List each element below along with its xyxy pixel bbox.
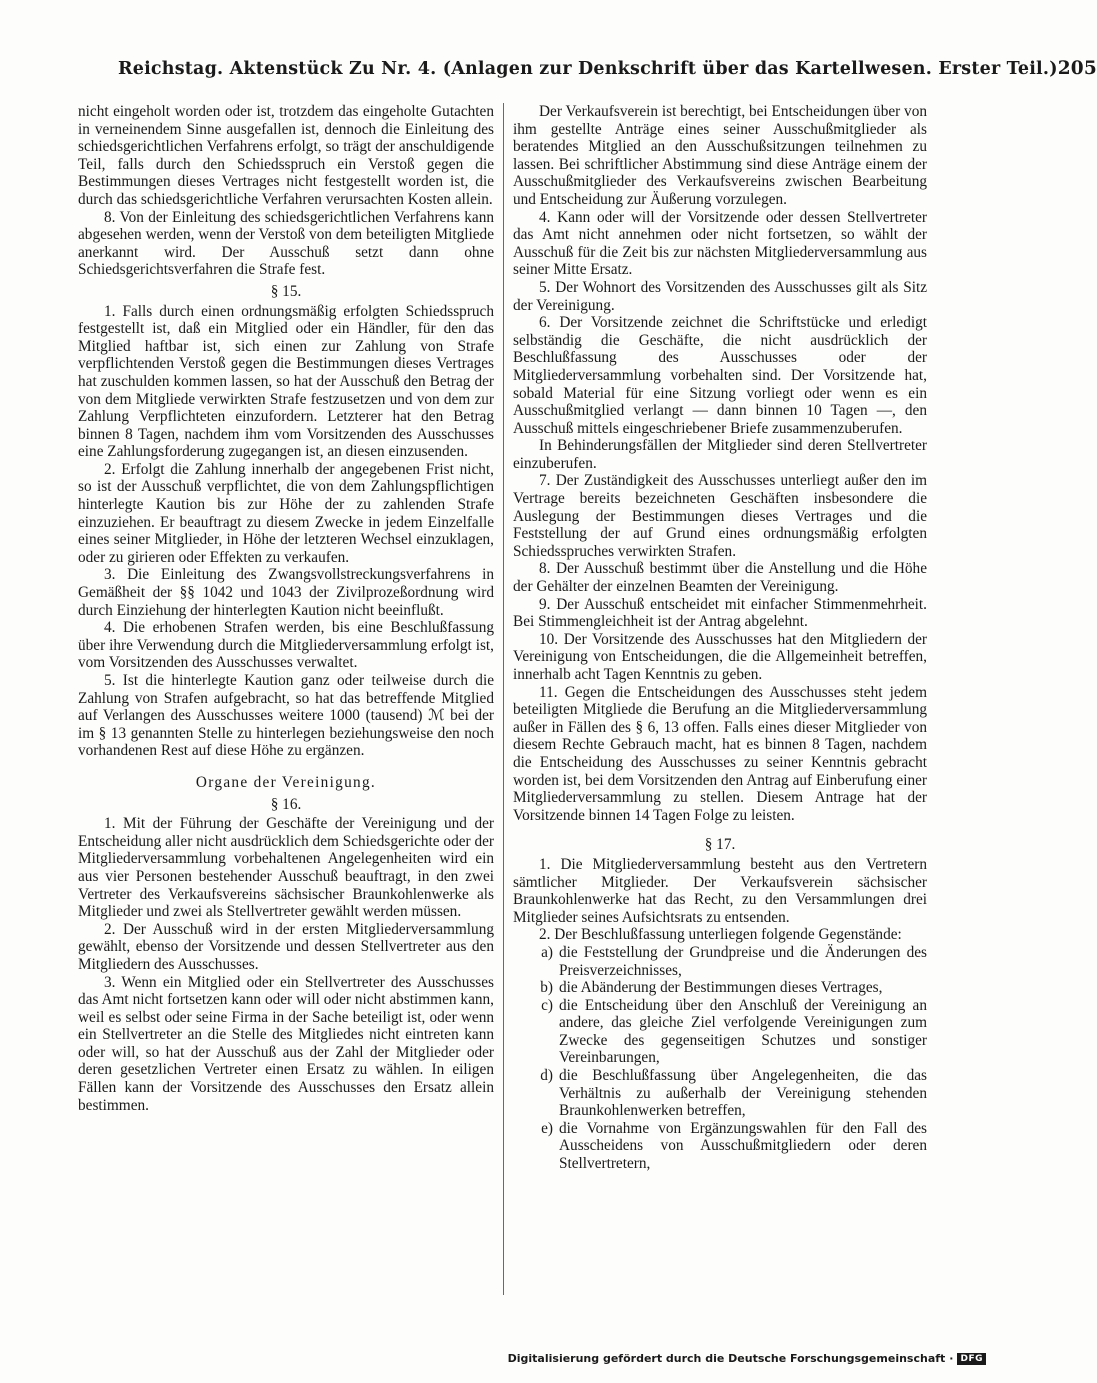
list-item-text: die Beschlußfassung über Angelegenheiten, die das Verhältnis zu außerhalb der Vereinigung stehenden Braunkohlenwerken betreffen, xyxy=(559,1067,927,1120)
paragraph: 2. Der Beschlußfassung unterliegen folgende Gegenstände: xyxy=(539,926,902,944)
running-title: Reichstag. Aktenstück Zu Nr. 4. (Anlagen zur Denkschrift über das Kartellwesen. Erster Teil.) xyxy=(118,59,1058,79)
paragraph: 8. Der Ausschuß bestimmt über die Anstellung und die Höhe der Gehälter der einzelnen Beamten der Vereinigung. xyxy=(513,560,927,596)
paragraph: 1. Mit der Führung der Geschäfte der Vereinigung und der Entscheidung aller nicht ausdrücklich dem Schiedsgerichte oder der Mitgliederversammlung vorbehaltenen Angelegenheiten wird ein aus vier Personen bestehender Ausschuß beauftragt, in den zwei Vertreter des Verkaufsvereins sächsischer Braunkohlenwerke als Mitglieder und zwei als Stellvertreter gewählt werden müssen. xyxy=(78,815,494,921)
right-column xyxy=(513,103,927,1173)
paragraph: 6. Der Vorsitzende zeichnet die Schriftstücke und erledigt selbständig die Geschäfte, die nicht ausdrücklich der Beschlußfassung des Ausschusses oder der Mitgliederversammlung vorbehalten sind. Der Vorsitzende hat, sobald Material für eine Sitzung vorliegt oder wenn es ein Ausschußmitglied verlangt — dann binnen 10 Tagen —, den Ausschuß mittels eingeschriebener Briefe zusammenzuberufen. xyxy=(513,314,927,437)
list-item xyxy=(513,944,927,979)
running-header xyxy=(118,58,1097,79)
paragraph: In Behinderungsfällen der Mitglieder sind deren Stellvertreter einzuberufen. xyxy=(513,437,927,472)
digitization-footer xyxy=(508,1352,986,1365)
section-number: § 16. xyxy=(270,795,302,813)
footer-separator: · xyxy=(949,1352,954,1365)
list-item-label: c) xyxy=(541,996,553,1014)
paragraph: 2. Der Ausschuß wird in der ersten Mitgliederversammlung gewählt, ebenso der Vorsitzende und dessen Stellvertreter aus den Mitgliedern des Ausschusses. xyxy=(78,920,494,973)
list-item-label: b) xyxy=(540,979,553,997)
page-number: 205 xyxy=(1057,58,1097,79)
section-number: § 15. xyxy=(270,282,302,300)
list-item-label: d) xyxy=(540,1067,553,1085)
list-item-text: die Entscheidung über den Anschluß der Vereinigung an andere, das gleiche Ziel verfolgende Vereinigungen zum Zwecke des gegenseitigen Schutzes und sonstiger Vereinbarungen, xyxy=(559,996,927,1067)
paragraph: 7. Der Zuständigkeit des Ausschusses unterliegt außer den im Vertrage bereits bezeichneten Geschäften insbesondere die Auslegung der Bestimmungen dieses Vertrages und die Feststellung der auf Grund eines ordnungsmäßig erfolgten Schiedsspruches verwirkten Strafen. xyxy=(513,472,927,560)
paragraph: 10. Der Vorsitzende des Ausschusses hat den Mitgliedern der Vereinigung von Entscheidungen, die die Allgemeinheit betreffen, innerhalb acht Tagen Kenntnis zu geben. xyxy=(513,630,927,683)
paragraph: 5. Der Wohnort des Vorsitzenden des Ausschusses gilt als Sitz der Vereinigung. xyxy=(513,278,927,314)
paragraph: nicht eingeholt worden oder ist, trotzdem das eingeholte Gutachten in verneinendem Sinne ausgefallen ist, dennoch die Einleitung des schiedsgerichtlichen Verfahrens erfolgt, so trägt der anschuldigende Teil, falls durch den Schiedsspruch ein Verstoß gegen die Bestimmungen dieses Vertrages nicht festgestellt worden ist, die durch das schiedsgerichtliche Verfahren verursachten Kosten allein. xyxy=(78,103,494,208)
list-item-text: die Feststellung der Grundpreise und die Änderungen des Preisverzeichnisses, xyxy=(559,943,927,979)
paragraph: 4. Die erhobenen Strafen werden, bis eine Beschlußfassung über ihre Verwendung durch die Mitgliederversammlung erfolgt ist, vom Vorsitzenden des Ausschusses verwaltet. xyxy=(78,619,494,672)
paragraph: 9. Der Ausschuß entscheidet mit einfacher Stimmenmehrheit. Bei Stimmengleichheit ist der Antrag abgelehnt. xyxy=(513,595,927,631)
section-number: § 17. xyxy=(704,836,736,854)
paragraph: 5. Ist die hinterlegte Kaution ganz oder teilweise durch die Zahlung von Strafen aufgebracht, so hat das betreffende Mitglied auf Verlangen des Ausschusses weitere 1000 (tausend) ℳ bei der im § 13 genannten Stelle zu hinterlegen beziehungsweise den noch vorhandenen Rest auf diese Höhe zu ergänzen. xyxy=(78,672,494,760)
footer-note: Digitalisierung gefördert durch die Deutsche Forschungsgemeinschaft xyxy=(507,1352,946,1365)
list-item xyxy=(513,997,927,1067)
list-item xyxy=(513,1120,927,1173)
paragraph: 8. Von der Einleitung des schiedsgerichtlichen Verfahrens kann abgesehen werden, wenn der Verstoß von dem beteiligten Mitgliede anerkannt wird. Der Ausschuß setzt dann ohne Schiedsgerichtsverfahren die Strafe fest. xyxy=(78,208,494,279)
list-item-label: a) xyxy=(541,943,553,961)
paragraph: Der Verkaufsverein ist berechtigt, bei Entscheidungen über von ihm gestellte Anträge eines seiner Ausschußmitglieder als beratendes Mitglied an den Ausschußsitzungen teilnehmen zu lassen. Bei schriftlicher Abstimmung sind diese Anträge einem der Ausschußmitglieder des Verkaufsvereins zwischen Bearbeitung und Entscheidung zur Äußerung vorzulegen. xyxy=(513,103,927,208)
paragraph: 4. Kann oder will der Vorsitzende oder dessen Stellvertreter das Amt nicht annehmen oder nicht fortsetzen, so wählt der Ausschuß für die Zeit bis zur nächsten Mitgliederversammlung aus seiner Mitte Ersatz. xyxy=(513,208,927,279)
paragraph: 3. Die Einleitung des Zwangsvollstreckungsverfahrens in Gemäßheit der §§ 1042 und 1043 der Zivilprozeßordnung wird durch Einziehung der hinterlegten Kaution nicht beeinflußt. xyxy=(78,566,494,619)
paragraph: 2. Erfolgt die Zahlung innerhalb der angegebenen Frist nicht, so ist der Ausschuß verpflichtet, die von dem Zahlungspflichtigen hinterlegte Kaution bis zur Höhe der zu zahlenden Strafe einzuziehen. Er beauftragt zu diesem Zwecke in jedem Einzelfalle eines seiner Mitglieder, in Höhe der letzteren Wechsel einzuklagen, oder zu girieren oder Effekten zu verkaufen. xyxy=(78,460,494,566)
dfg-logo-icon: DFG xyxy=(957,1353,986,1365)
list-item-label: e) xyxy=(541,1119,553,1137)
list-item xyxy=(513,1067,927,1120)
section-heading: Organe der Vereinigung. xyxy=(195,773,377,791)
list-item-text: die Vornahme von Ergänzungswahlen für den Fall des Ausscheidens von Ausschußmitgliedern oder deren Stellvertretern, xyxy=(559,1119,927,1173)
spacer xyxy=(513,824,927,832)
list-item-text: die Abänderung der Bestimmungen dieses Vertrages, xyxy=(559,979,883,997)
left-column xyxy=(78,103,494,1114)
column-divider xyxy=(503,103,504,1295)
paragraph: 11. Gegen die Entscheidungen des Ausschusses steht jedem beteiligten Mitgliede die Berufung an die Mitgliederversammlung außer in Fällen des § 6, 13 offen. Falls eines dieser Mitglieder von diesem Rechte Gebrauch macht, hat es binnen 8 Tagen, nachdem die Entscheidung des Ausschusses zu seiner Kenntnis gebracht worden ist, bei dem Vorsitzenden den Antrag auf Einberufung einer Mitgliederversammlung zu stellen. Diesem Antrage hat der Vorsitzende binnen 14 Tagen Folge zu leisten. xyxy=(513,683,927,824)
list-item xyxy=(513,979,927,997)
paragraph: 1. Falls durch einen ordnungsmäßig erfolgten Schiedsspruch festgestellt ist, daß ein Mitglied oder ein Händler, für den das Mitglied haftbar ist, sich einen zur Zahlung von Strafe verpflichtenden Verstoß gegen die Bestimmungen dieses Vertrages hat zuschulden kommen lassen, so hat der Ausschuß den Betrag der von dem Mitgliede verwirkten Strafe festzusetzen und von dem zur Zahlung Verpflichteten einzufordern. Letzterer hat den Betrag binnen 8 Tagen, nachdem ihm vom Vorsitzenden des Ausschusses eine Zahlungsforderung zugegangen ist, an diesen einzusenden. xyxy=(78,302,494,461)
paragraph: 1. Die Mitgliederversammlung besteht aus den Vertretern sämtlicher Mitglieder. Der Verkaufsverein sächsischer Braunkohlenwerke hat das Recht, zu den Versammlungen drei Mitglieder seines Aufsichtsrats zu entsenden. xyxy=(513,855,927,926)
paragraph: 3. Wenn ein Mitglied oder ein Stellvertreter des Ausschusses das Amt nicht fortsetzen kann oder will oder nicht abstimmen kann, weil es selbst oder seine Firma in der Sache beteiligt ist, oder wenn ein Stellvertreter an die Stelle des Mitgliedes nicht eintreten kann oder will, so hat der Ausschuß aus der Zahl der Mitglieder oder deren gesetzlichen Vertreter einen Ersatz zu wählen. In eiligen Fällen kann der Vorsitzende des Ausschusses den Ersatz allein bestimmen. xyxy=(78,973,494,1114)
